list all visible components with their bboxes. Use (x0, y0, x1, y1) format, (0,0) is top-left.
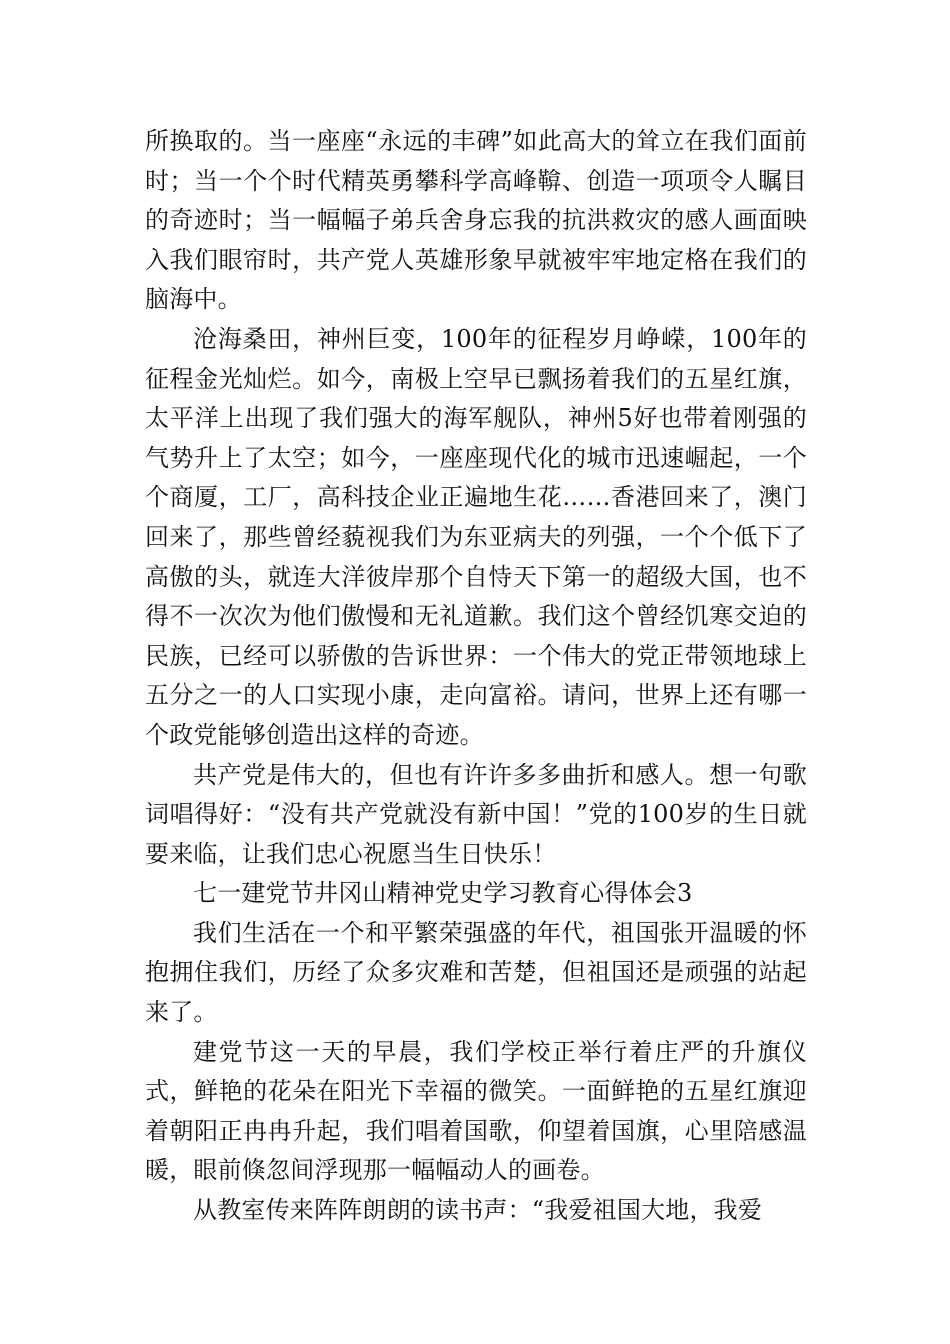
paragraph-4: 我们生活在一个和平繁荣强盛的年代，祖国张开温暖的怀抱拥住我们，历经了众多灾难和苦楚，但祖国还是顽强的站起来了。 (145, 918, 807, 1027)
paragraph-3: 共产党是伟大的，但也有许许多多曲折和感人。想一句歌词唱得好：“没有共产党就没有新中国！”党的100岁的生日就要来临，让我们忠心祝愿当生日快乐！ (145, 760, 807, 868)
section-heading: 七一建党节井冈山精神党史学习教育心得体会3 (193, 879, 693, 908)
paragraph-2: 沧海桑田，神州巨变，100年的征程岁月峥嵘，100年的征程金光灿烂。如今，南极上空早已飘扬着我们的五星红旗，太平洋上出现了我们强大的海军舰队，神州5好也带着刚强的气势升上了太空；如今，一座座现代化的城市迅速崛起，一个个商厦，工厂，高科技企业正遍地生花……香港回来了，澳门回来了，那些曾经藐视我们为东亚病夫的列强，一个个低下了高傲的头，就连大洋彼岸那个自恃天下第一的超级大国，也不得不一次次为他们傲慢和无礼道歉。我们这个曾经饥寒交迫的民族，已经可以骄傲的告诉世界：一个伟大的党正带领地球上五分之一的人口实现小康，走向富裕。请问，世界上还有哪一个政党能够创造出这样的奇迹。 (145, 324, 807, 749)
document-body (145, 122, 807, 1231)
paragraph-6: 从教室传来阵阵朗朗的读书声：“我爱祖国大地，我爱 (193, 1196, 763, 1225)
paragraph-1: 所换取的。当一座座“永远的丰碑”如此高大的耸立在我们面前时；当一个个时代精英勇攀科学高峰鞥、创造一项项令人瞩目的奇迹时；当一幅幅子弟兵舍身忘我的抗洪救灾的感人画面映入我们眼帘时，共产党人英雄形象早就被牢牢地定格在我们的脑海中。 (145, 127, 807, 314)
paragraph-5: 建党节这一天的早晨，我们学校正举行着庄严的升旗仪式，鲜艳的花朵在阳光下幸福的微笑。一面鲜艳的五星红旗迎着朝阳正冉冉升起，我们唱着国歌，仰望着国旗，心里陪感温暖，眼前倏忽间浮现那一幅幅动人的画卷。 (145, 1037, 807, 1185)
